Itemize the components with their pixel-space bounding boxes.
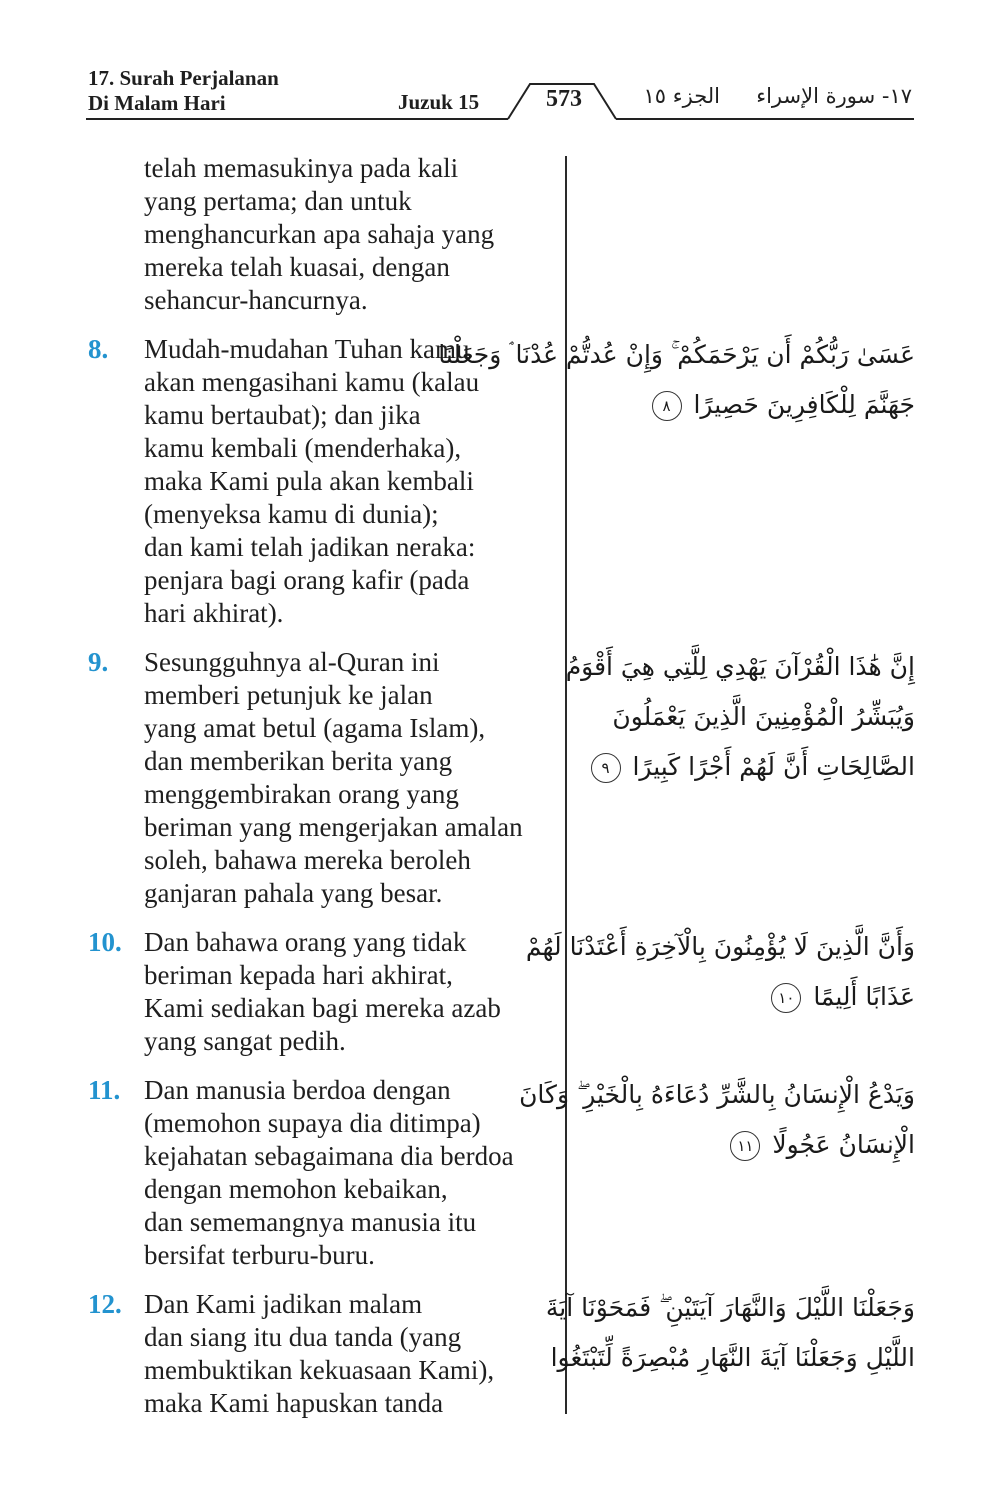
verse-arabic	[525, 922, 915, 1022]
verse-translation	[144, 926, 564, 1058]
text-line: Dan bahawa orang yang tidak	[144, 927, 467, 957]
arabic-line: الصَّالِحَاتِ أَنَّ لَهُمْ أَجْرًا كَبِيرًا	[632, 752, 915, 781]
surah-title-line-2: Di Malam Hari	[88, 91, 226, 115]
text-line: membuktikan kekuasaan Kami),	[144, 1355, 495, 1385]
text-line: hari akhirat).	[144, 598, 284, 628]
text-line: mereka telah kuasai, dengan	[144, 252, 450, 282]
text-line: beriman yang mengerjakan amalan	[144, 812, 523, 842]
arabic-line: جَهَنَّمَ لِلْكَافِرِينَ حَصِيرًا	[693, 390, 915, 419]
continuation-paragraph	[144, 152, 564, 317]
text-line: dan sememangnya manusia itu	[144, 1207, 477, 1237]
text-line: telah memasukinya pada kali	[144, 153, 459, 183]
text-line: yang sangat pedih.	[144, 1026, 346, 1056]
arabic-line-with-mark	[585, 972, 915, 1022]
arabic-line-with-mark	[585, 742, 915, 792]
text-line: dan memberikan berita yang	[144, 746, 453, 776]
text-line: kejahatan sebagaimana dia berdoa	[144, 1141, 514, 1171]
text-line: memberi petunjuk ke jalan	[144, 680, 433, 710]
text-line: (memohon supaya dia ditimpa)	[144, 1108, 481, 1138]
text-line: dan siang itu dua tanda (yang	[144, 1322, 462, 1352]
ayah-end-marker: ١١	[730, 1131, 760, 1161]
arabic-line: عَسَىٰ رَبُّكُمْ أَن يَرْحَمَكُمْ ۚ وَإِنْ عُدتُّمْ عُدْنَا ۘ وَجَعَلْنَا	[438, 340, 915, 369]
text-line: kamu bertaubat); dan jika	[144, 400, 421, 430]
verse-arabic	[565, 642, 915, 792]
verse-number: 9.	[88, 647, 109, 677]
arabic-line-with-mark	[585, 1120, 915, 1170]
arabic-line: عَذَابًا أَلِيمًا	[813, 982, 915, 1011]
verse-number: 8.	[88, 334, 109, 364]
text-line: akan mengasihani kamu (kalau	[144, 367, 480, 397]
text-line: (menyeksa kamu di dunia);	[144, 499, 439, 529]
arabic-line: اللَّيْلِ وَجَعَلْنَا آيَةَ النَّهَارِ مُبْصِرَةً لِّتَبْتَغُوا	[550, 1343, 915, 1372]
text-line: menggembirakan orang yang	[144, 779, 459, 809]
text-line: kamu kembali (menderhaka),	[144, 433, 462, 463]
text-line: yang pertama; dan untuk	[144, 186, 412, 216]
verse-number: 12.	[88, 1289, 122, 1319]
juz-label-arabic: الجزء ١٥	[643, 84, 720, 108]
ayah-end-marker: ٩	[591, 753, 621, 783]
arabic-line-with-mark	[585, 380, 915, 430]
verse-arabic	[438, 330, 915, 430]
text-line: Mudah-mudahan Tuhan kamu	[144, 334, 470, 364]
arabic-line: وَيَدْعُ الْإِنسَانُ بِالشَّرِّ دُعَاءَهُ بِالْخَيْرِ ۖ وَكَانَ	[519, 1080, 915, 1109]
text-line: maka Kami pula akan kembali	[144, 466, 474, 496]
verse-arabic	[545, 1283, 915, 1383]
ayah-end-marker: ١٠	[771, 983, 801, 1013]
verse-arabic	[519, 1070, 915, 1170]
text-line: sehancur-hancurnya.	[144, 285, 368, 315]
text-line: maka Kami hapuskan tanda	[144, 1388, 444, 1418]
page-number-frame	[0, 0, 1000, 130]
text-line: Dan manusia berdoa dengan	[144, 1075, 451, 1105]
verse-translation	[144, 1288, 564, 1420]
page-number: 573	[546, 86, 582, 112]
text-line: bersifat terburu-buru.	[144, 1240, 375, 1270]
surah-title-arabic: ١٧- سورة الإسراء	[756, 84, 912, 108]
arabic-line: الْإِنسَانُ عَجُولًا	[772, 1130, 915, 1159]
verse-translation	[144, 1074, 564, 1272]
verse-number: 10.	[88, 927, 122, 957]
verse-translation	[144, 646, 564, 910]
text-line: Dan Kami jadikan malam	[144, 1289, 423, 1319]
verse-number: 11.	[88, 1075, 121, 1105]
text-line: ganjaran pahala yang besar.	[144, 878, 443, 908]
arabic-line: وَيُبَشِّرُ الْمُؤْمِنِينَ الَّذِينَ يَعْمَلُونَ	[612, 702, 915, 731]
juzuk-label: Juzuk 15	[398, 90, 480, 114]
text-line: dengan memohon kebaikan,	[144, 1174, 448, 1204]
text-line: Kami sediakan bagi mereka azab	[144, 993, 501, 1023]
text-line: soleh, bahawa mereka beroleh	[144, 845, 471, 875]
arabic-line: وَجَعَلْنَا اللَّيْلَ وَالنَّهَارَ آيَتَيْنِ ۖ فَمَحَوْنَا آيَةَ	[545, 1293, 915, 1322]
arabic-line: وَأَنَّ الَّذِينَ لَا يُؤْمِنُونَ بِالْآخِرَةِ أَعْتَدْنَا لَهُمْ	[525, 932, 915, 961]
text-line: menghancurkan apa sahaja yang	[144, 219, 495, 249]
ayah-end-marker: ٨	[652, 391, 682, 421]
text-line: dan kami telah jadikan neraka:	[144, 532, 476, 562]
arabic-line: إِنَّ هَٰذَا الْقُرْآنَ يَهْدِي لِلَّتِي هِيَ أَقْوَمُ	[565, 652, 915, 681]
text-line: beriman kepada hari akhirat,	[144, 960, 453, 990]
text-line: penjara bagi orang kafir (pada	[144, 565, 470, 595]
text-line: yang amat betul (agama Islam),	[144, 713, 486, 743]
surah-title-line-1: 17. Surah Perjalanan	[88, 66, 279, 90]
text-line: Sesungguhnya al-Quran ini	[144, 647, 440, 677]
